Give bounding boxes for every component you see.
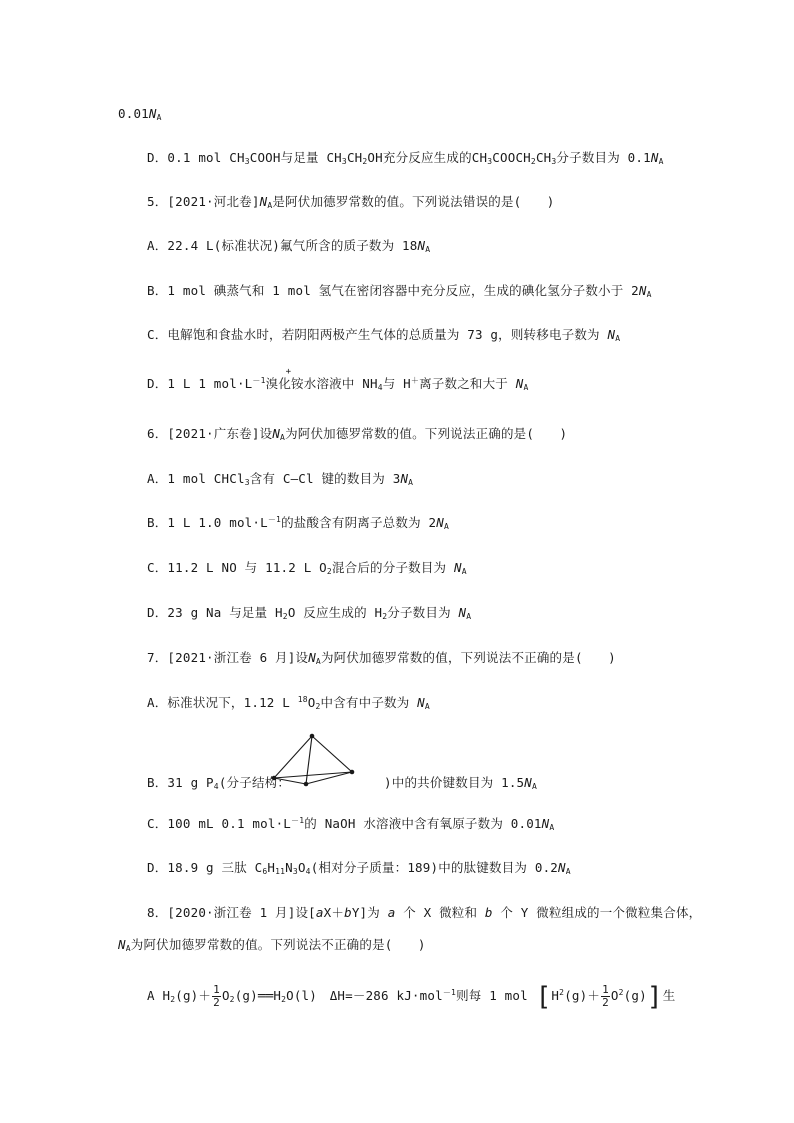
frac-den: 2	[213, 996, 220, 1009]
text: (g)	[623, 988, 647, 1003]
sub: 2	[530, 157, 536, 166]
text: A．标准状况下，1.12 L	[147, 695, 290, 710]
na-sub: A	[156, 113, 162, 122]
na-symbol: N	[541, 816, 550, 831]
text: 为阿伏加德罗常数的值。下列说法正确的是( )	[285, 426, 568, 441]
sub: 2	[326, 567, 332, 576]
sup: －1	[252, 376, 266, 385]
text: D．0.1 mol CH	[147, 150, 245, 165]
text: N	[285, 860, 293, 875]
na-symbol: N	[458, 605, 467, 620]
text: CH	[535, 150, 552, 165]
sup: 18	[297, 695, 308, 704]
na-symbol: N	[400, 471, 409, 486]
text: 含有 C—Cl 键的数目为 3	[249, 471, 401, 486]
text: COOCH	[492, 150, 531, 165]
q6-option-b	[147, 515, 449, 531]
text: 的 NaOH 水溶液中含有氧原子数为 0.01	[304, 816, 542, 831]
text: (g)＋	[564, 988, 601, 1003]
text: 0.01	[118, 106, 149, 121]
sub: 11	[275, 867, 286, 876]
na-symbol: N	[436, 515, 444, 530]
sub: 2	[170, 995, 176, 1004]
fraction-half	[601, 984, 610, 1009]
text: 7．[2021·浙江卷 6 月]设	[147, 650, 309, 665]
text: )中的共价键数目为 1.5	[384, 775, 525, 790]
na-sub: A	[424, 702, 430, 711]
text: 6．[2021·广东卷]设	[147, 426, 273, 441]
bond-line	[312, 736, 352, 772]
sub: 3	[292, 867, 298, 876]
sub: 2	[362, 157, 368, 166]
text: A．1 mol CHCl	[147, 471, 245, 486]
na-sub: A	[125, 944, 131, 953]
q6-option-d	[147, 605, 471, 621]
q7-option-b	[147, 775, 537, 791]
q7-option-c	[147, 816, 554, 832]
text: 混合后的分子数目为	[331, 560, 447, 575]
text: (分子结构：	[218, 775, 291, 790]
text: B．1 L 1.0 mol·L	[147, 515, 268, 530]
text: C．电解饱和食盐水时，若阴阳两极产生气体的总质量为 73 g，则转移电子数为	[147, 327, 600, 342]
q8-option-a	[147, 982, 676, 1012]
text: 分子数目为 0.1	[556, 150, 651, 165]
na-sub: A	[658, 157, 664, 166]
q8-stem-line2	[118, 937, 426, 953]
q6-option-a	[147, 471, 413, 487]
var-a: a	[315, 905, 324, 920]
text: O(l) ΔH=－286 kJ·mol	[286, 988, 443, 1003]
frac-den: 2	[602, 996, 609, 1009]
text: (g)＋	[175, 988, 212, 1003]
q7-option-d	[147, 860, 571, 876]
sub: 6	[262, 867, 268, 876]
line-continuation	[118, 106, 162, 122]
na-symbol: N	[259, 194, 268, 209]
q6-stem	[147, 426, 567, 442]
na-symbol: N	[454, 560, 462, 575]
text: CH	[346, 150, 363, 165]
text: 是阿伏加德罗常数的值。下列说法错误的是( )	[272, 194, 555, 209]
na-sub: A	[408, 478, 414, 487]
text: 溴化铵水溶液中 NH	[265, 376, 378, 391]
text: 8．[2020·浙江卷 1 月]设[	[147, 905, 316, 920]
na-sub: A	[461, 567, 467, 576]
q5-option-c	[147, 327, 620, 343]
sup: 2	[559, 988, 565, 997]
text: 为阿伏加德罗常数的值。下列说法不正确的是( )	[130, 937, 426, 952]
sub: 2	[282, 612, 288, 621]
text: O	[297, 860, 306, 875]
frac-num: 1	[602, 983, 609, 996]
q8-stem-line1	[147, 905, 701, 921]
sup: +	[285, 367, 292, 377]
text: 离子数之和大于	[419, 376, 509, 391]
text: O	[307, 695, 316, 710]
text: O	[610, 988, 619, 1003]
text: (相对分子质量：189)中的肽键数目为 0.2	[310, 860, 559, 875]
text: 为阿伏加德罗常数的值，下列说法不正确的是( )	[320, 650, 616, 665]
na-sub: A	[315, 657, 321, 666]
na-symbol: N	[607, 327, 616, 342]
na-symbol: N	[650, 150, 659, 165]
na-sub: A	[280, 433, 286, 442]
na-symbol: N	[638, 283, 647, 298]
sub: 2	[382, 612, 388, 621]
sub: 3	[341, 157, 347, 166]
text: B．1 mol 碘蒸气和 1 mol 氢气在密闭容器中充分反应，生成的碘化氢分子数小于 2	[147, 283, 639, 298]
fraction-half	[212, 984, 221, 1009]
text: H	[267, 860, 276, 875]
na-symbol: N	[308, 650, 316, 665]
sub: 4	[377, 383, 383, 392]
bracket-right: ]	[646, 982, 663, 1012]
var-b: b	[484, 905, 493, 920]
na-sub: A	[523, 383, 529, 392]
sup: －1	[442, 988, 457, 997]
text: 个 X 微粒和	[403, 905, 478, 920]
text: O	[221, 988, 230, 1003]
text: 5．[2021·河北卷]	[147, 194, 260, 209]
na-symbol: N	[417, 238, 426, 253]
text: A H	[147, 988, 171, 1003]
q7-stem	[147, 650, 616, 666]
q4-option-d	[147, 150, 664, 166]
text: B．31 g P	[147, 775, 214, 790]
sub: 3	[244, 478, 250, 487]
text: 的盐酸含有阴离子总数为 2	[281, 515, 437, 530]
na-symbol: N	[558, 860, 566, 875]
var-b: b	[344, 905, 352, 920]
bracket-left: [	[535, 982, 552, 1012]
na-symbol: N	[118, 937, 126, 952]
na-sub: A	[267, 201, 273, 210]
q7-option-a	[147, 695, 430, 711]
na-symbol: N	[272, 426, 281, 441]
q5-option-b	[147, 283, 652, 299]
sup: ＋	[410, 376, 420, 385]
na-sub: A	[443, 522, 449, 531]
na-sub: A	[615, 334, 621, 343]
na-sub: A	[565, 867, 571, 876]
sup: －1	[267, 515, 282, 524]
sup: 2	[618, 988, 624, 997]
q5-option-a	[147, 238, 430, 254]
frac-num: 1	[213, 983, 220, 996]
text: D．18.9 g 三肽 C	[147, 860, 263, 875]
text: 个 Y 微粒组成的一个微粒集合体，	[500, 905, 702, 920]
text: 中含有中子数为	[320, 695, 410, 710]
text: X＋	[323, 905, 345, 920]
sub: 3	[487, 157, 493, 166]
q5-stem	[147, 194, 555, 210]
text: 分子数目为	[387, 605, 451, 620]
text: 生	[662, 988, 676, 1003]
atom-dot	[350, 770, 355, 775]
sub: 3	[551, 157, 557, 166]
text: D．23 g Na 与足量 H	[147, 605, 283, 620]
sub: 2	[315, 702, 321, 711]
na-sub: A	[549, 823, 555, 832]
var-a: a	[387, 905, 396, 920]
na-sub: A	[646, 290, 652, 299]
na-symbol: N	[515, 376, 524, 391]
q6-option-c	[147, 560, 467, 576]
q5-option-d	[147, 367, 529, 392]
na-symbol: N	[524, 775, 533, 790]
text: C．100 mL 0.1 mol·L	[147, 816, 292, 831]
text: H	[551, 988, 560, 1003]
text: 则每 1 mol	[456, 988, 528, 1003]
atom-dot	[310, 734, 315, 739]
bond-line	[274, 736, 312, 778]
text: Y]为	[351, 905, 380, 920]
text: (g)══H	[234, 988, 282, 1003]
sup: －1	[291, 816, 305, 825]
text: OH充分反应生成的CH	[367, 150, 488, 165]
sub: 2	[281, 995, 287, 1004]
na-sub: A	[532, 782, 538, 791]
sub: 3	[244, 157, 250, 166]
sub: 4	[213, 782, 219, 791]
text: D．1 L 1 mol·L	[147, 376, 253, 391]
sub: 2	[229, 995, 235, 1004]
text: A．22.4 L(标准状况)氟气所含的质子数为 18	[147, 238, 418, 253]
na-symbol: N	[148, 106, 157, 121]
na-symbol: N	[417, 695, 425, 710]
sub: 4	[305, 867, 311, 876]
text: 与 H	[382, 376, 411, 391]
text: COOH与足量 CH	[249, 150, 342, 165]
text: O 反应生成的 H	[287, 605, 383, 620]
text: C．11.2 L NO 与 11.2 L O	[147, 560, 327, 575]
na-sub: A	[466, 612, 472, 621]
na-sub: A	[425, 245, 431, 254]
ammonium-ion	[265, 367, 378, 392]
